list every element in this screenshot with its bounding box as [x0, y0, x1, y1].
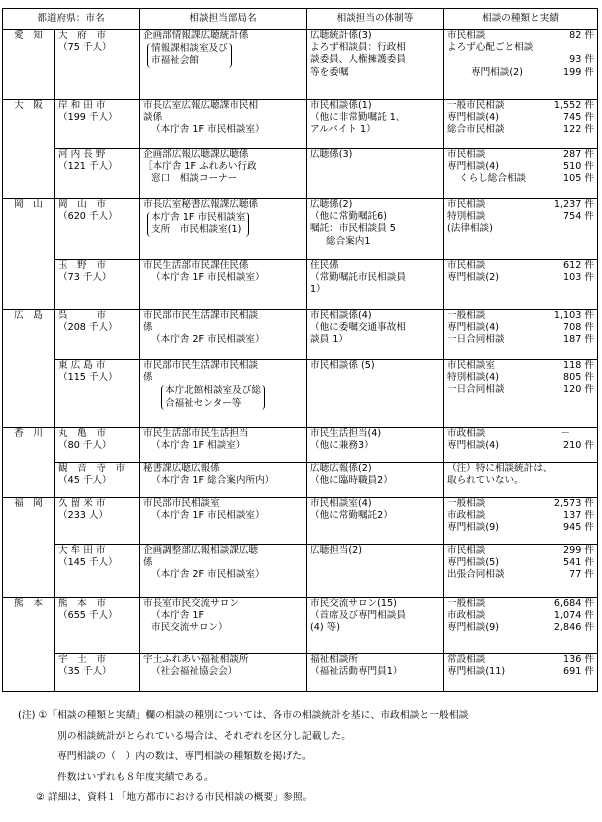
kind-row — [447, 475, 594, 487]
cell-line: 嘱託：市民相談員 5 — [310, 223, 396, 235]
cell-line: 本庁北館相談室及び総 — [165, 385, 261, 397]
kind-row — [447, 654, 594, 666]
cell-line: 1） — [310, 284, 326, 296]
table-row — [3, 463, 598, 498]
kind-value: 210 件 — [563, 440, 594, 452]
kind-row — [447, 334, 594, 346]
kind-label: 特別相談 — [447, 211, 486, 223]
kind-value: 136 件 — [563, 654, 594, 665]
header-kinds: 相談の種類と実績 — [444, 9, 598, 30]
prefecture-name: 広 島 — [14, 310, 43, 321]
city-cell — [55, 199, 140, 260]
cell-line: 福祉相談所 — [310, 654, 358, 665]
cell-line: (4) 等) — [310, 622, 340, 634]
kind-value: 137 件 — [563, 510, 594, 522]
prefecture-name: 熊 本 — [14, 598, 43, 609]
city-cell — [55, 598, 140, 654]
dept-cell — [140, 463, 307, 498]
kind-value: 2,846 件 — [553, 622, 594, 634]
cell-line: 係 — [143, 372, 153, 384]
kind-row — [447, 498, 594, 510]
dept-cell — [140, 654, 307, 692]
cell-line: アルバイト 1） — [310, 124, 376, 136]
kinds-cell — [444, 654, 598, 692]
cell-line: 市民相談室(4) — [310, 498, 372, 509]
kind-row — [447, 440, 594, 452]
cell-line: 市民生活担当(4) — [310, 428, 382, 439]
dept-cell — [140, 498, 307, 545]
city-cell — [55, 428, 140, 463]
kind-row — [447, 30, 594, 42]
cell-line: （本庁舎 2F 市民相談室） — [151, 569, 265, 581]
cell-line: （本庁舎 1F — [151, 610, 205, 622]
kind-row — [447, 260, 594, 272]
cell-line: 等を委嘱 — [310, 66, 349, 78]
cell-line: 住民係 — [310, 260, 339, 271]
bracket-group — [147, 212, 249, 236]
kind-row — [447, 124, 594, 136]
staff-cell — [307, 360, 444, 428]
cell-line: 市民相談係(1) — [310, 100, 372, 111]
table-row — [3, 30, 598, 100]
kind-value: 708 件 — [563, 322, 594, 334]
cell-line: 玉 野 市 — [58, 260, 106, 271]
dept-cell — [140, 199, 307, 260]
kind-value: 120 件 — [563, 384, 594, 396]
city-cell — [55, 100, 140, 149]
kind-label: 専門相談(11) — [447, 666, 506, 678]
prefecture-name: 福 岡 — [14, 498, 43, 509]
kind-row — [447, 112, 594, 124]
cell-line: 企画部情報課広聴統計係 — [143, 30, 249, 41]
kind-label: くらし総合相談 — [459, 173, 527, 185]
table-row — [3, 310, 598, 360]
kinds-cell — [444, 260, 598, 310]
cell-line: 宇 土 市 — [58, 654, 106, 665]
kind-label: 専門相談(4) — [447, 161, 499, 173]
kind-label: 専門相談(9) — [447, 622, 499, 634]
kind-value: 510 件 — [563, 161, 594, 173]
note-line: 別の相談統計がとられている場合は、それぞれを区分し記載した。 — [57, 730, 351, 742]
cell-line: 総合案内1 — [326, 235, 371, 247]
kinds-cell — [444, 100, 598, 149]
cell-line: 東 広 島 市 — [58, 360, 106, 371]
kind-label: 専門相談(2) — [471, 66, 523, 78]
kind-row — [447, 598, 594, 610]
cell-line: 広聴担当(2) — [310, 545, 362, 556]
kind-row — [447, 545, 594, 557]
kind-label: 専門相談(4) — [447, 322, 499, 334]
kind-label: よろず心配ごと相談 — [447, 42, 534, 54]
cell-line: （福祉活動専門員1） — [310, 666, 403, 678]
bracket-group — [147, 43, 232, 67]
note-line: 件数はいずれも８年度実績である。 — [57, 771, 214, 783]
cell-line: 大 牟 田 市 — [58, 545, 106, 556]
cell-line: ［本庁舎 1F ふれあい行政 — [143, 161, 257, 173]
kinds-cell — [444, 360, 598, 428]
footnotes — [18, 706, 596, 809]
table-row — [3, 598, 598, 654]
kind-label: 特別相談(4) — [447, 372, 499, 384]
staff-cell — [307, 545, 444, 598]
cell-line: （他に常勤嘱託2） — [310, 510, 393, 522]
prefecture-name: 大 阪 — [14, 100, 43, 111]
dept-cell — [140, 149, 307, 199]
kind-label: 一日合同相談 — [447, 334, 505, 346]
kind-label: 市民相談室 — [447, 360, 495, 371]
cell-line: 市長広室秘書広報課広聴係 — [143, 199, 259, 210]
prefecture-cell — [3, 199, 55, 310]
kinds-cell — [444, 149, 598, 199]
cell-line: 市長室市民交流サロン — [143, 598, 239, 609]
kind-row — [447, 310, 594, 322]
cell-line: 久 留 米 市 — [58, 498, 106, 509]
kind-value: － — [560, 428, 570, 439]
prefecture-cell — [3, 310, 55, 428]
cell-line: 市民相談係(4) — [310, 310, 372, 321]
kind-value: 754 件 — [563, 211, 594, 223]
kind-row — [447, 622, 594, 634]
cell-line: （115 千人） — [58, 372, 118, 384]
dept-cell — [140, 598, 307, 654]
prefecture-cell — [3, 598, 55, 692]
kind-label: 一般市民相談 — [447, 100, 505, 111]
cell-line: （本庁舎 1F 市民相談室） — [151, 510, 265, 522]
kind-label: 一般相談 — [447, 598, 486, 609]
cell-line: （45 千人） — [58, 475, 112, 487]
cell-line: 市民生活部市民課住民係 — [143, 260, 249, 271]
kind-label: 専門相談(4) — [447, 112, 499, 124]
table-row — [3, 100, 598, 149]
table-row — [3, 654, 598, 692]
kind-label: 市民相談 — [447, 199, 486, 210]
cell-line: 呉 市 — [58, 310, 106, 321]
kind-value: 299 件 — [563, 545, 594, 556]
kind-label: 総合市民相談 — [447, 124, 505, 136]
kind-value: 118 件 — [563, 360, 594, 371]
staff-cell — [307, 428, 444, 463]
kind-label: 専門相談(9) — [447, 522, 499, 534]
cell-line: （233 人） — [58, 510, 109, 522]
cell-line: 市民生活部市民生活担当 — [143, 428, 249, 439]
prefecture-cell — [3, 498, 55, 598]
cell-line: よろず相談員：行政相 — [310, 42, 406, 54]
kind-row — [447, 428, 594, 440]
kind-label: 市政相談 — [447, 610, 486, 622]
cell-line: （35 千人） — [58, 666, 112, 678]
cell-line: 情報課相談室及び — [151, 43, 228, 55]
cell-line: （121 千人） — [58, 161, 118, 173]
table-row — [3, 360, 598, 428]
cell-line: 市民交流サロン(15) — [310, 598, 397, 609]
cell-line: 広聴広報係(2) — [310, 463, 372, 474]
note-line: 専門相談の（ ）内の数は、専門相談の種類数を掲げた。 — [57, 751, 312, 762]
table-header-row — [3, 9, 598, 30]
city-cell — [55, 545, 140, 598]
dept-cell — [140, 310, 307, 360]
kind-row — [447, 372, 594, 384]
kind-label: 市民相談 — [447, 545, 486, 556]
cell-line: 市長広室広報広聴課市民相 — [143, 100, 259, 111]
consultation-table — [2, 8, 598, 692]
kind-value: 82 件 — [569, 30, 594, 41]
cell-line: 宇土ふれあい福祉相談所 — [143, 654, 249, 665]
cell-line: 観 音 寺 市 — [58, 463, 126, 474]
cell-line: 丸 亀 市 — [58, 428, 106, 439]
kind-row — [447, 54, 594, 66]
staff-cell — [307, 654, 444, 692]
kind-value: 805 件 — [563, 372, 594, 384]
kind-value: 6,684 件 — [553, 598, 594, 609]
kind-row — [447, 211, 594, 223]
cell-line: 企画調整部広報相談課広聴 — [143, 545, 259, 556]
kind-row — [447, 322, 594, 334]
kind-row — [447, 161, 594, 173]
kinds-cell — [444, 498, 598, 545]
cell-line: （他に常勤嘱託6) — [310, 211, 388, 223]
cell-line: 広聴統計係(3) — [310, 30, 372, 41]
cell-line: （80 千人） — [58, 440, 112, 452]
cell-line: 談係 — [143, 112, 163, 124]
kind-row — [447, 149, 594, 161]
cell-line: 係 — [143, 322, 153, 334]
kind-value: 1,103 件 — [553, 310, 594, 321]
kind-row — [447, 569, 594, 581]
kind-value: 691 件 — [563, 666, 594, 678]
kind-value: 77 件 — [569, 569, 594, 581]
cell-line: 窓口 相談コーナー — [151, 173, 238, 185]
dept-cell — [140, 260, 307, 310]
kind-value: 93 件 — [569, 54, 594, 66]
kind-label: 一般相談 — [447, 310, 486, 321]
cell-line: （他に非常勤嘱託 1、 — [310, 112, 406, 124]
kind-label: 専門相談(2) — [447, 272, 499, 284]
cell-line: 係 — [143, 557, 153, 569]
kind-row — [447, 510, 594, 522]
cell-line: （208 千人） — [58, 322, 118, 334]
table-row — [3, 545, 598, 598]
staff-cell — [307, 260, 444, 310]
kinds-cell — [444, 310, 598, 360]
kinds-cell — [444, 428, 598, 463]
city-cell — [55, 498, 140, 545]
dept-cell — [140, 428, 307, 463]
cell-line: （本庁舎 1F 市民相談室） — [151, 272, 265, 284]
kind-value: 105 件 — [563, 173, 594, 185]
cell-line: （本庁舎 1F 市民相談室） — [151, 124, 265, 136]
cell-line: 市民部市民相談室 — [143, 498, 220, 509]
kind-row — [447, 610, 594, 622]
kind-value: 2,573 件 — [553, 498, 594, 509]
kind-label: 市政相談 — [447, 428, 486, 439]
kind-row — [447, 522, 594, 534]
cell-line: 秘書課広聴広報係 — [143, 463, 220, 474]
cell-line: 熊 本 市 — [58, 598, 106, 609]
kind-row — [447, 272, 594, 284]
kind-label: 市民相談 — [447, 30, 486, 41]
cell-line: （本庁舎 1F 相談室） — [151, 440, 246, 452]
staff-cell — [307, 598, 444, 654]
cell-line: （本庁舎 2F 市民相談室） — [151, 334, 265, 346]
kind-value: 541 件 — [563, 557, 594, 569]
kind-label: 専門相談(5) — [447, 557, 499, 569]
kind-label: 市民相談 — [447, 149, 486, 160]
cell-line: 広聴係(2) — [310, 199, 353, 210]
city-cell — [55, 310, 140, 360]
kinds-cell — [444, 199, 598, 260]
table-row — [3, 260, 598, 310]
header-staff: 相談担当の体制等 — [307, 9, 444, 30]
kind-row — [447, 199, 594, 211]
header-dept: 相談担当部局名 — [140, 9, 307, 30]
staff-cell — [307, 199, 444, 260]
kind-row — [447, 223, 594, 235]
city-cell — [55, 260, 140, 310]
prefecture-cell — [3, 30, 55, 100]
table-row — [3, 149, 598, 199]
kind-label: (法律相談) — [447, 223, 493, 235]
cell-line: 市民交流サロン） — [151, 622, 228, 634]
kind-row — [447, 463, 594, 475]
kind-label: 一日合同相談 — [447, 384, 505, 396]
cell-line: 支所 市民相談室(1) — [151, 224, 242, 236]
cell-line: （他に委嘱交通事故相 — [310, 322, 406, 334]
cell-line: 広聴係(3) — [310, 149, 353, 160]
cell-line: 合福祉センター等 — [165, 397, 242, 409]
cell-line: 本庁舎 1F 市民相談室 — [151, 212, 246, 224]
city-cell — [55, 360, 140, 428]
cell-line: 市民部市民生活課市民相談 — [143, 360, 259, 371]
cell-line: 市民相談係 (5) — [310, 360, 375, 371]
cell-line: 岡 山 市 — [58, 199, 106, 210]
kind-label: 一般相談 — [447, 498, 486, 509]
kinds-cell — [444, 545, 598, 598]
kind-row — [447, 173, 594, 185]
cell-line: 大 府 市 — [58, 30, 106, 41]
cell-line: （社会福祉協会会） — [151, 666, 238, 678]
note-line: (注) ①「相談の種類と実績」欄の相談の種別については、各市の相談統計を基に、市政相談と一般相談 — [18, 710, 469, 721]
prefecture-name: 香 川 — [14, 428, 43, 439]
kind-value: 199 件 — [563, 66, 594, 78]
kind-value: 1,552 件 — [553, 100, 594, 111]
prefecture-name: 愛 知 — [14, 30, 43, 41]
staff-cell — [307, 310, 444, 360]
staff-cell — [307, 149, 444, 199]
table-row — [3, 199, 598, 260]
kind-label: 専門相談(4) — [447, 440, 499, 452]
cell-line: （75 千人） — [58, 42, 112, 54]
cell-line: 企画部広報広聴課広聴係 — [143, 149, 249, 160]
kind-value: 1,237 件 — [553, 199, 594, 210]
table-row — [3, 428, 598, 463]
staff-cell — [307, 463, 444, 498]
staff-cell — [307, 30, 444, 100]
city-cell — [55, 30, 140, 100]
prefecture-cell — [3, 100, 55, 199]
kind-row — [447, 67, 594, 79]
cell-line: （655 千人） — [58, 610, 118, 622]
prefecture-name: 岡 山 — [14, 199, 43, 210]
note-line: ② 詳細は、資料１「地方都市における市民相談の概要」参照。 — [36, 792, 313, 803]
kind-value: 187 件 — [563, 334, 594, 346]
kind-row — [447, 42, 594, 54]
dept-cell — [140, 100, 307, 149]
city-cell — [55, 654, 140, 692]
kind-label: 取られていない。 — [447, 475, 524, 487]
kind-label: 常設相談 — [447, 654, 486, 665]
cell-line: （本庁舎 1F 総合案内所内） — [151, 475, 275, 487]
kind-value: 612 件 — [563, 260, 594, 271]
staff-cell — [307, 100, 444, 149]
cell-line: （73 千人） — [58, 272, 112, 284]
cell-line: 談委員、人権擁護委員 — [310, 54, 406, 66]
dept-cell — [140, 545, 307, 598]
cell-line: （620 千人） — [58, 211, 118, 223]
kind-row — [447, 384, 594, 396]
kind-label: 市民相談 — [447, 260, 486, 271]
cell-line: 談員 1） — [310, 334, 348, 346]
kind-row — [447, 100, 594, 112]
table-row — [3, 498, 598, 545]
kinds-cell — [444, 30, 598, 100]
cell-line: 河 内 長 野 — [58, 149, 106, 160]
cell-line: （首席及び専門相談員 — [310, 610, 406, 622]
kind-value: 122 件 — [563, 124, 594, 136]
kind-label: 出張合同相談 — [447, 569, 505, 581]
kind-value: 287 件 — [563, 149, 594, 160]
prefecture-cell — [3, 428, 55, 498]
kinds-cell — [444, 463, 598, 498]
cell-line: 岸 和 田 市 — [58, 100, 106, 111]
cell-line: 市福祉会館 — [151, 55, 199, 67]
cell-line: （199 千人） — [58, 112, 118, 124]
city-cell — [55, 149, 140, 199]
bracket-group — [161, 385, 265, 409]
kinds-cell — [444, 598, 598, 654]
kind-value: 103 件 — [563, 272, 594, 284]
staff-cell — [307, 498, 444, 545]
city-cell — [55, 463, 140, 498]
dept-cell — [140, 30, 307, 100]
kind-row — [447, 666, 594, 678]
cell-line: 市民部市民生活課市民相談 — [143, 310, 259, 321]
kind-row — [447, 360, 594, 372]
dept-cell — [140, 360, 307, 428]
cell-line: （他に兼務3） — [310, 440, 374, 452]
kind-value: 745 件 — [563, 112, 594, 124]
cell-line: （他に臨時職員2） — [310, 475, 393, 487]
kind-label: （注）特に相談統計は、 — [447, 463, 553, 474]
kind-label: 市政相談 — [447, 510, 486, 522]
kind-value: 1,074 件 — [553, 610, 594, 622]
cell-line: （145 千人） — [58, 557, 118, 569]
cell-line: （常勤嘱託市民相談員 — [310, 272, 406, 284]
header-pref-city: 都道府県：市名 — [3, 9, 140, 30]
kind-value: 945 件 — [563, 522, 594, 534]
kind-row — [447, 557, 594, 569]
